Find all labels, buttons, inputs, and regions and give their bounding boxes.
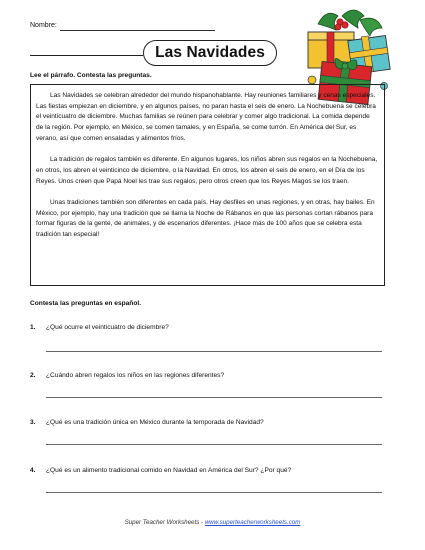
- answer-line-2[interactable]: [46, 397, 382, 398]
- page-title: Las Navidades: [155, 44, 265, 61]
- title-rule: [30, 55, 143, 56]
- question-text: ¿Qué es una tradición única en México durante la temporada de Navidad?: [46, 419, 264, 426]
- question-text: ¿Qué es un alimento tradicional comido en Navidad en América del Sur? ¿Por qué?: [46, 467, 292, 474]
- question-text: ¿Qué ocurre el veinticuatro de diciembre?: [46, 324, 169, 331]
- footer: [0, 519, 425, 526]
- footer-separator: -: [199, 519, 205, 526]
- name-field-line[interactable]: [60, 30, 215, 31]
- question-number: 4.: [30, 467, 36, 474]
- question-number: 1.: [30, 324, 36, 331]
- answer-line-4[interactable]: [46, 492, 382, 493]
- question-text: ¿Cuándo abren regalos los niños en las regiones diferentes?: [46, 372, 225, 379]
- questions-heading: Contesta las preguntas en español.: [30, 300, 142, 307]
- question-number: 3.: [30, 419, 36, 426]
- passage: [36, 91, 378, 241]
- footer-link[interactable]: www.superteacherworksheets.com: [204, 519, 301, 526]
- passage-paragraph-3: Unas tradiciones también son diferentes en cada país. Hay desfiles en unas regiones, y en otras, hay bailes. En México, por ejemplo, hay una tradición que se llama la Noche de Rábanos en que las personas cortan rábanos para formar figuras de la gente, de animales, y de escenarios diferentes. ¡Hace más de 100 años que se celebra esta tradición tan especial!: [36, 198, 375, 238]
- passage-paragraph-1: Las Navidades se celebran alrededor del mundo hispanohablante. Hay reuniones familiares y cenas especiales. Las fiestas empiezan en diciembre, y en algunos países, no paran hasta el seis de enero. La Nochebuena se celebra el veinticuatro de diciembre. Muchas familias se reúnen para celebrar y comer algo tradicional. La comida depende de la región. Por ejemplo, en México, se comen tamales, y en España, se come turrón. En América del Sur, es verano, así que comen ensaladas y alimentos fríos.: [36, 92, 376, 142]
- footer-brand: Super Teacher Worksheets: [124, 519, 200, 526]
- name-label: Nombre:: [30, 22, 57, 29]
- answer-line-3[interactable]: [46, 444, 382, 445]
- answer-line-1[interactable]: [46, 351, 382, 352]
- title-banner: [143, 40, 277, 66]
- passage-paragraph-2: La tradición de regalos también es diferente. En algunos lugares, los niños abren sus regalos en la Nochebuena, en otros, los abren el veinticinco de diciembre, o la Navidad. En otros, los abren el seis de enero, en el Día de los Reyes. Unos creen que Papá Noel les trae sus regalos, pero otros creen que los Reyes Magos se los traen.: [36, 156, 378, 185]
- instructions: Lee el párrafo. Contesta las preguntas.: [30, 72, 152, 79]
- question-number: 2.: [30, 372, 36, 379]
